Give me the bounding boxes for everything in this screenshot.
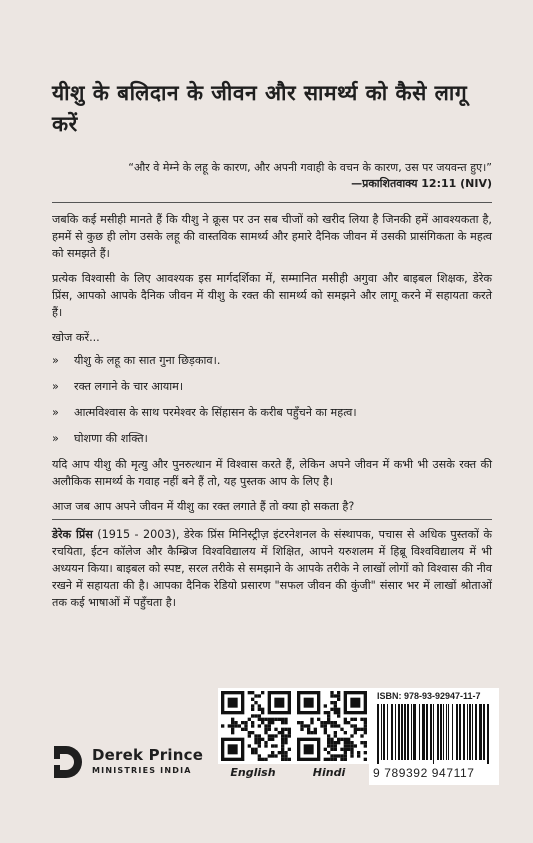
author-name: डेरेक प्रिंस bbox=[52, 528, 93, 541]
qr-code-english[interactable] bbox=[218, 688, 294, 764]
logo-name: Derek Prince bbox=[92, 746, 204, 764]
qr-code-hindi[interactable] bbox=[294, 688, 370, 764]
list-item-text: यीशु के लहू का सात गुना छिड़काव।. bbox=[74, 354, 221, 367]
author-bio-text: (1915 - 2003), डेरेक प्रिंस मिनिस्ट्रीज़ इंटरनेशनल के संस्थापक, पचास से अधिक पुस्तकों के रचयिता, ईटन कॉलेज और कैम्ब्रिज विश्वविद्यालय में शिक्षित, आपने यरुशलम में हिब्रू विश्वविद्यालय में भी अध्ययन किया। बाइबल को स्पष्ट, सरल तरीके से समझाने के आपके तरीके ने लाखों लोगों को विश्वास की नीव रखने में सहायता की है। आपका दैनिक रेडियो प्रसारण "सफल जीवन की कुंजी" संसार भर में लाखों श्रोताओं तक कई भाषाओं में पहुँचता है। bbox=[52, 528, 492, 609]
qr-label-hindi: Hindi bbox=[312, 766, 346, 779]
epigraph-quote bbox=[52, 160, 492, 192]
discover-heading: खोज करें... bbox=[52, 331, 100, 344]
quote-source: —प्रकाशितवाक्य 12:11 (NIV) bbox=[351, 177, 492, 190]
barcode-icon bbox=[377, 704, 491, 764]
bullet-icon: » bbox=[52, 380, 59, 393]
paragraph-question: आज जब आप अपने जीवन में यीशु का रक्त लगाते हैं तो क्या हो सकता है? bbox=[52, 500, 355, 513]
paragraph-intro: जबकि कई मसीही मानते हैं कि यीशु ने क्रूस पर उन सब चीजों को खरीद लिया है जिनकी हमें आवश्यकता है, हममें से कुछ ही लोग उसके लहू की वास्तविक सामर्थ्य और हमारे दैनिक जीवन में उसकी प्रासंगिकता के महत्व को समझते हैं। bbox=[52, 213, 492, 260]
logo-subtitle: MINISTRIES INDIA bbox=[92, 766, 192, 775]
barcode-digits: 9 789392 947117 bbox=[373, 766, 475, 780]
qr-code-icon bbox=[221, 691, 291, 761]
paragraph-audience: यदि आप यीशु की मृत्यु और पुनरुत्थान में विश्वास करते हैं, लेकिन अपने जीवन में कभी भी उसके रक्त की अलौकिक सामर्थ्य के गवाह नहीं बने हैं तो, यह पुस्तक आप के लिए है। bbox=[52, 458, 492, 488]
isbn-text: ISBN: 978-93-92947-11-7 bbox=[377, 691, 481, 701]
list-item bbox=[52, 430, 492, 447]
bullet-icon: » bbox=[52, 432, 59, 445]
list-item bbox=[52, 378, 492, 395]
description bbox=[52, 211, 492, 619]
list-item bbox=[52, 404, 492, 421]
discover-list bbox=[52, 352, 492, 447]
divider-bottom bbox=[52, 519, 492, 520]
isbn-barcode-box bbox=[369, 688, 499, 785]
derek-prince-logo-icon bbox=[52, 744, 84, 780]
quote-text: “और वे मेम्ने के लहू के कारण, और अपनी गवाही के वचन के कारण, उस पर जयवन्त हुए।” bbox=[128, 161, 492, 174]
list-item-text: रक्त लगाने के चार आयाम। bbox=[74, 380, 184, 393]
qr-code-icon bbox=[297, 691, 367, 761]
list-item-text: घोशणा की शक्ति। bbox=[74, 432, 148, 445]
bullet-icon: » bbox=[52, 406, 59, 419]
publisher-logo bbox=[52, 744, 212, 784]
paragraph-guide: प्रत्येक विश्वासी के लिए आवश्यक इस मार्गदर्शिका में, सम्मानित मसीही अगुवा और बाइबल शिक्षक, डेरेक प्रिंस, आपको आपके दैनिक जीवन में यीशु के रक्त की सामर्थ्य को समझने और लागू करने में सहायता करते हैं। bbox=[52, 272, 492, 319]
list-item-text: आत्मविश्वास के साथ परमेश्वर के सिंहासन के करीब पहुँचने का महत्व। bbox=[74, 406, 357, 419]
list-item bbox=[52, 352, 492, 369]
book-title: यीशु के बलिदान के जीवन और सामर्थ्य को कैसे लागू करें bbox=[52, 81, 468, 136]
divider-top bbox=[52, 202, 492, 203]
qr-label-english: English bbox=[230, 766, 276, 779]
author-bio bbox=[52, 526, 492, 611]
bullet-icon: » bbox=[52, 354, 59, 367]
